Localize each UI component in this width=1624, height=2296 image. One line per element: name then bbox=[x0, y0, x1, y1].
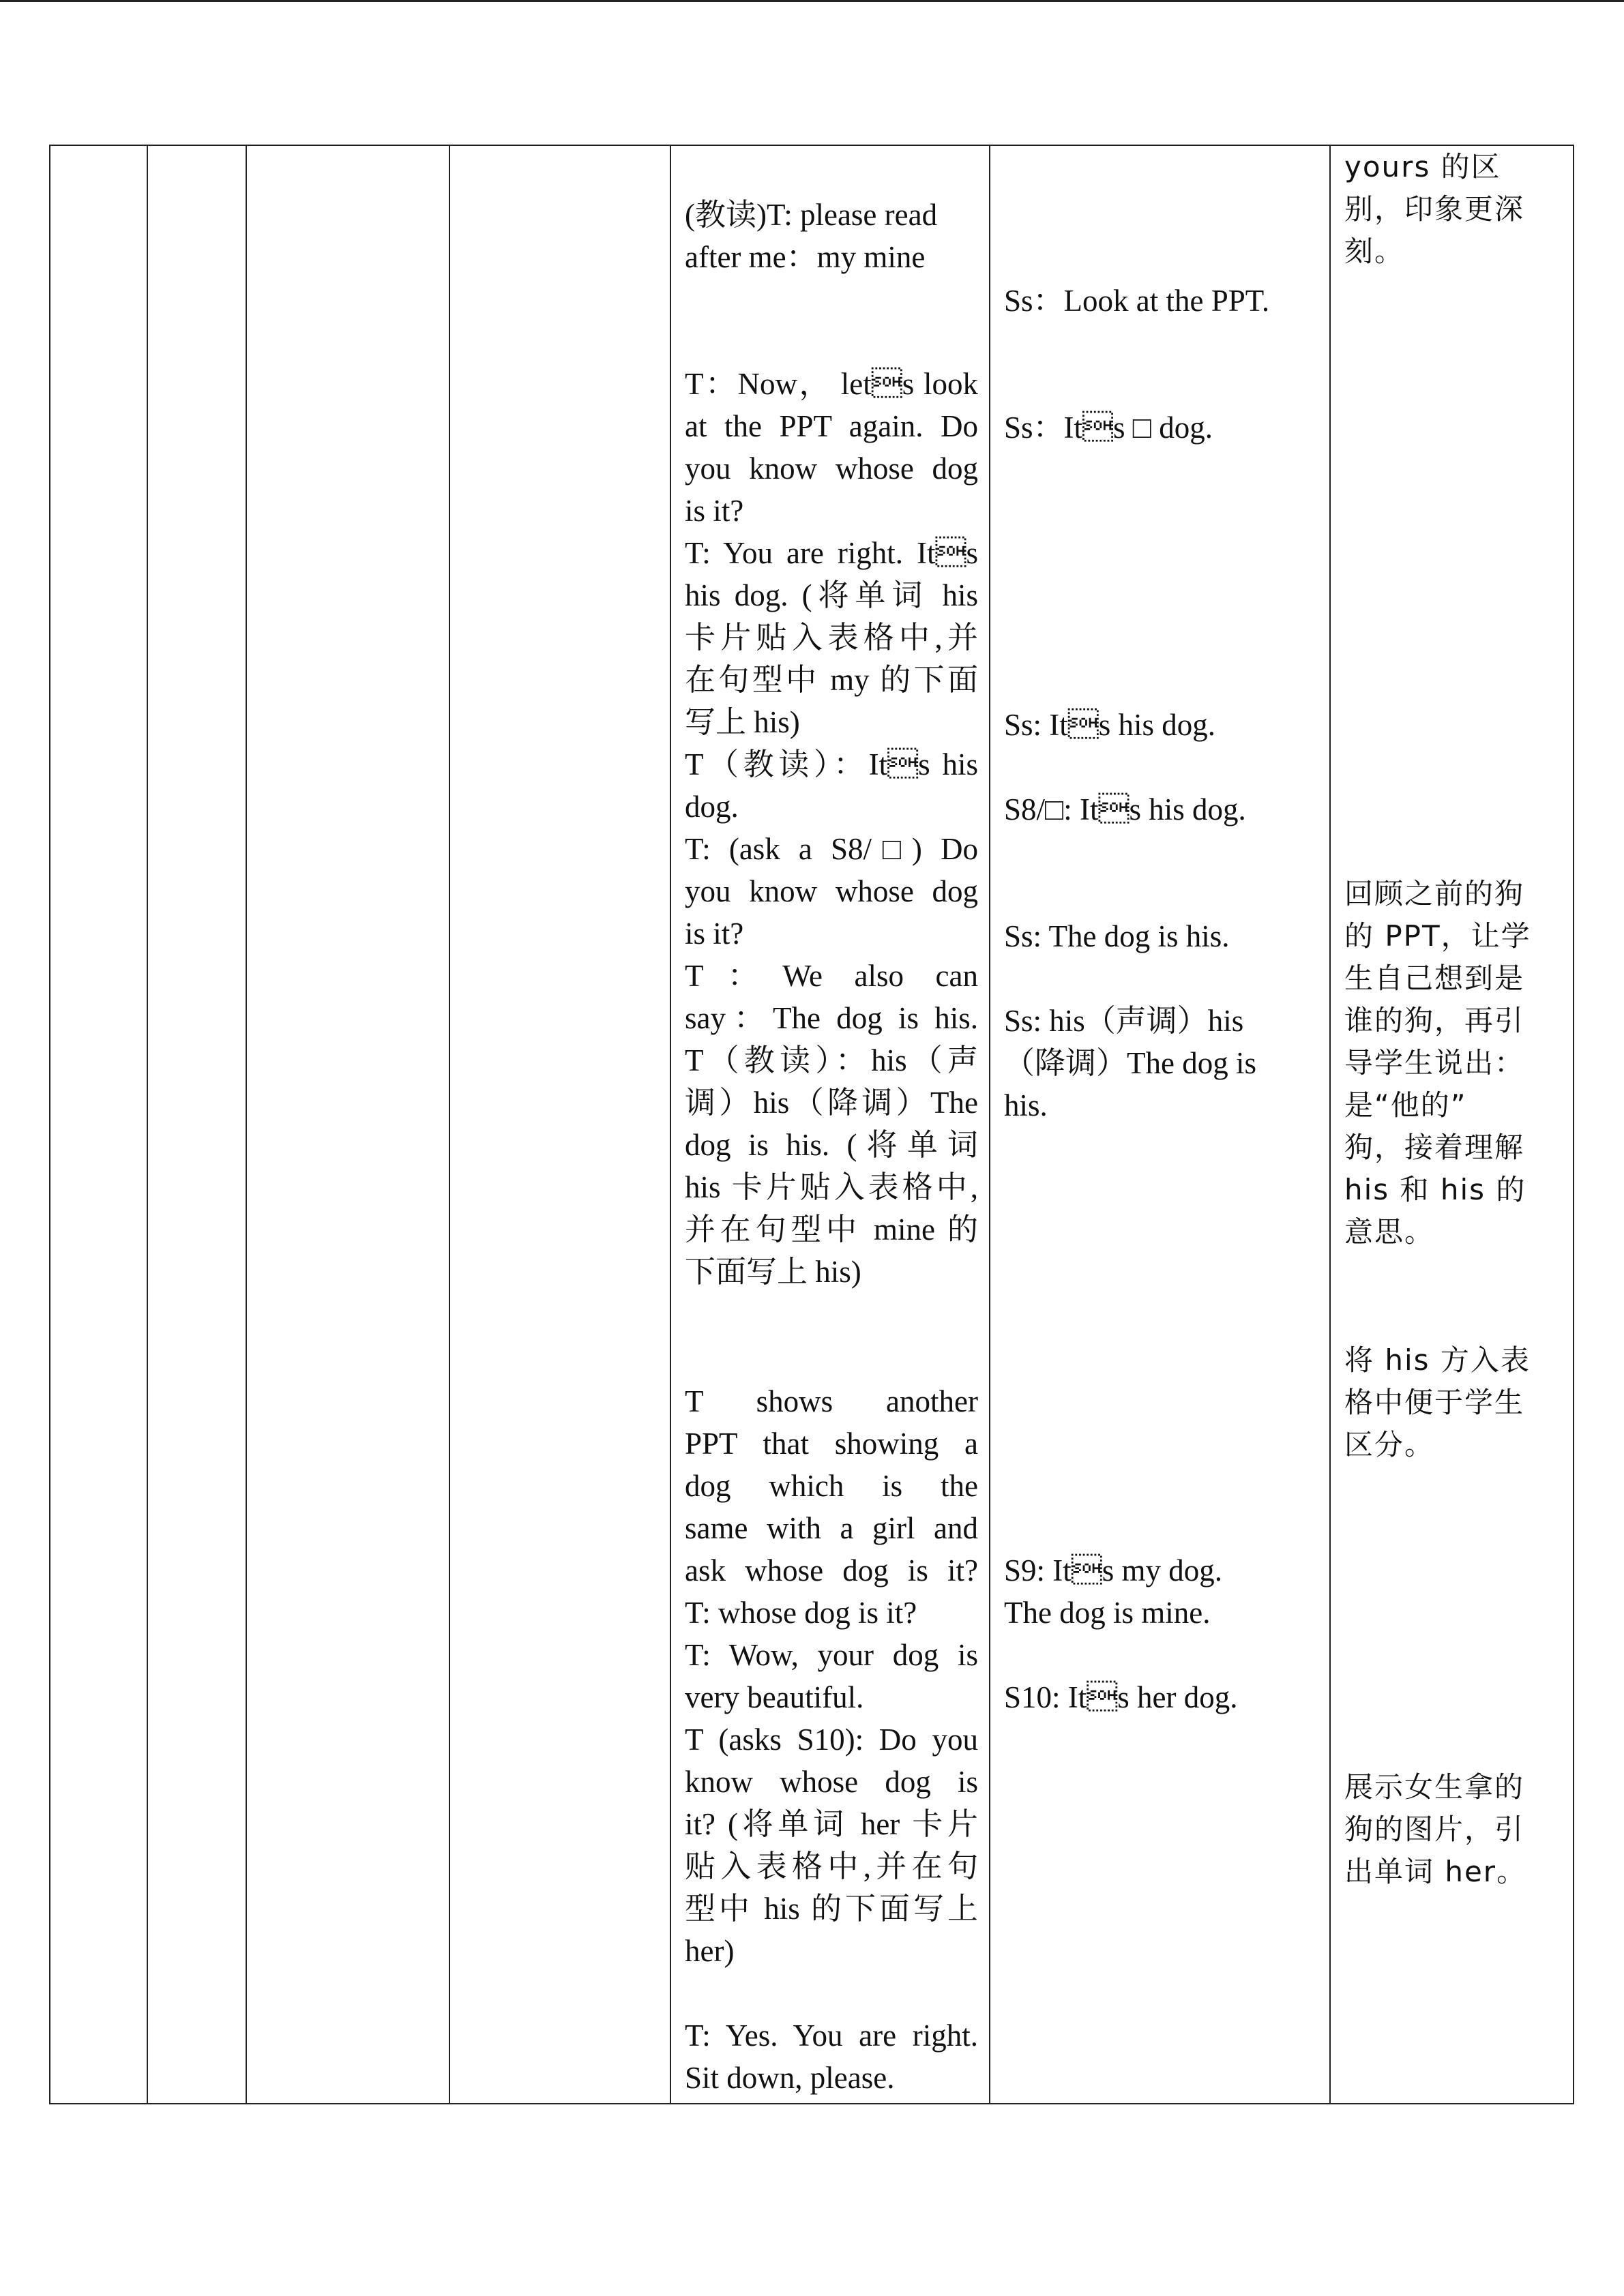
design-purpose-line: 出单词 her。 bbox=[1344, 1855, 1527, 1888]
student-activity-line: S8/□: Its his dog. bbox=[1004, 792, 1246, 826]
student-activity-line: Ss: Its his dog. bbox=[1004, 708, 1216, 742]
design-purpose-line: 生自己想到是 bbox=[1344, 961, 1525, 995]
teacher-activity-line: 并在句型中 mine 的 bbox=[685, 1212, 978, 1247]
teacher-activity-line: T（教读）：Its his bbox=[685, 747, 978, 781]
teacher-activity-line: you know whose dog bbox=[685, 451, 978, 486]
lesson-plan-table bbox=[49, 145, 1574, 2104]
teacher-activity-line: T: whose dog is it? bbox=[685, 1596, 917, 1630]
student-activity-line: S10: Its her dog. bbox=[1004, 1680, 1238, 1714]
teacher-activity-line: her) bbox=[685, 1934, 735, 1968]
teacher-activity-line: 写上 his) bbox=[685, 705, 800, 739]
teacher-activity-line: 卡片贴入表格中,并 bbox=[685, 621, 978, 655]
teacher-activity-line: ask whose dog is it? bbox=[685, 1553, 978, 1587]
page-top-rule bbox=[0, 0, 1624, 2]
column-divider bbox=[449, 146, 450, 2103]
teacher-activity-line: 贴入表格中,并在句 bbox=[685, 1849, 978, 1883]
column-divider bbox=[989, 146, 990, 2103]
teacher-activity-line: 调）his（降调）The bbox=[685, 1086, 978, 1120]
teacher-activity-line: T (asks S10): Do you bbox=[685, 1723, 978, 1757]
teacher-activity-line: at the PPT again. Do bbox=[685, 409, 978, 443]
teacher-activity-line: very beautiful. bbox=[685, 1680, 864, 1714]
student-activity-line: S9: Its my dog. bbox=[1004, 1553, 1223, 1587]
teacher-activity-line: 下面写上 his) bbox=[685, 1255, 861, 1289]
teacher-activity-line: is it? bbox=[685, 494, 744, 528]
teacher-activity-line: Sit down, please. bbox=[685, 2061, 895, 2095]
design-purpose-line: 狗，接着理解 bbox=[1344, 1131, 1525, 1164]
teacher-activity-line: T：We also can bbox=[685, 959, 978, 993]
design-purpose-line: yours 的区 bbox=[1344, 150, 1501, 183]
teacher-activity-line: PPT that showing a bbox=[685, 1427, 978, 1461]
teacher-activity-line: 在句型中 my 的下面 bbox=[685, 663, 978, 697]
teacher-activity-line: T（教读）：his（声 bbox=[685, 1043, 978, 1077]
teacher-activity-line: after me：my mine bbox=[685, 240, 926, 274]
design-purpose-line: 意思。 bbox=[1344, 1215, 1435, 1249]
design-purpose-line: 谁的狗，再引 bbox=[1344, 1004, 1525, 1037]
teacher-activity-line: dog is his. (将单词 bbox=[685, 1128, 978, 1162]
design-purpose-line: 展示女生拿的 bbox=[1344, 1770, 1525, 1804]
teacher-activity-line: T: Wow, your dog is bbox=[685, 1638, 978, 1672]
teacher-activity-line: dog which is the bbox=[685, 1469, 978, 1503]
column-divider bbox=[147, 146, 148, 2103]
student-activity-line: The dog is mine. bbox=[1004, 1596, 1211, 1630]
teacher-activity-line: T: You are right. Its bbox=[685, 536, 978, 570]
student-activity-line: （降调）The dog is bbox=[1004, 1046, 1256, 1080]
teacher-activity-line: (教读)T: please read bbox=[685, 198, 938, 232]
design-purpose-line: 的 PPT，让学 bbox=[1344, 919, 1531, 953]
design-purpose-line: 回顾之前的狗 bbox=[1344, 877, 1525, 910]
design-purpose-line: 将 his 方入表 bbox=[1344, 1343, 1531, 1377]
teacher-activity-line: dog. bbox=[685, 790, 739, 824]
design-purpose-line: 刻。 bbox=[1344, 235, 1405, 268]
column-divider bbox=[670, 146, 671, 2103]
student-activity-line: Ss: The dog is his. bbox=[1004, 919, 1230, 953]
teacher-activity-line: T shows another bbox=[685, 1384, 978, 1418]
student-activity-line: Ss：Look at the PPT. bbox=[1004, 284, 1270, 318]
column-divider bbox=[246, 146, 247, 2103]
teacher-activity-line: same with a girl and bbox=[685, 1511, 978, 1545]
column-divider bbox=[1329, 146, 1331, 2103]
teacher-activity-line: you know whose dog bbox=[685, 874, 978, 908]
teacher-activity-line: 型中 his 的下面写上 bbox=[685, 1892, 978, 1926]
teacher-activity-line: T: Yes. You are right. bbox=[685, 2018, 978, 2053]
design-purpose-line: 导学生说出： bbox=[1344, 1046, 1525, 1079]
teacher-activity-line: say：The dog is his. bbox=[685, 1001, 978, 1035]
student-activity-line: Ss：Its □ dog. bbox=[1004, 411, 1213, 445]
design-purpose-line: 格中便于学生 bbox=[1344, 1386, 1525, 1419]
teacher-activity-line: his dog. (将单词 his bbox=[685, 578, 978, 612]
design-purpose-line: 区分。 bbox=[1344, 1428, 1435, 1461]
design-purpose-line: 是“他的” bbox=[1344, 1088, 1467, 1122]
teacher-activity-line: T：Now， lets look bbox=[685, 367, 978, 401]
teacher-activity-line: it? (将单词 her 卡片 bbox=[685, 1807, 978, 1841]
design-purpose-line: his 和 his 的 bbox=[1344, 1173, 1526, 1206]
teacher-activity-line: know whose dog is bbox=[685, 1765, 978, 1799]
design-purpose-line: 别，印象更深 bbox=[1344, 192, 1525, 226]
student-activity-line: Ss: his（声调）his bbox=[1004, 1004, 1244, 1038]
design-purpose-line: 狗的图片，引 bbox=[1344, 1813, 1525, 1846]
teacher-activity-line: his 卡片贴入表格中, bbox=[685, 1170, 978, 1204]
teacher-activity-line: is it? bbox=[685, 916, 744, 951]
teacher-activity-line: T: (ask a S8/□) Do bbox=[685, 832, 978, 866]
student-activity-line: his. bbox=[1004, 1088, 1048, 1122]
